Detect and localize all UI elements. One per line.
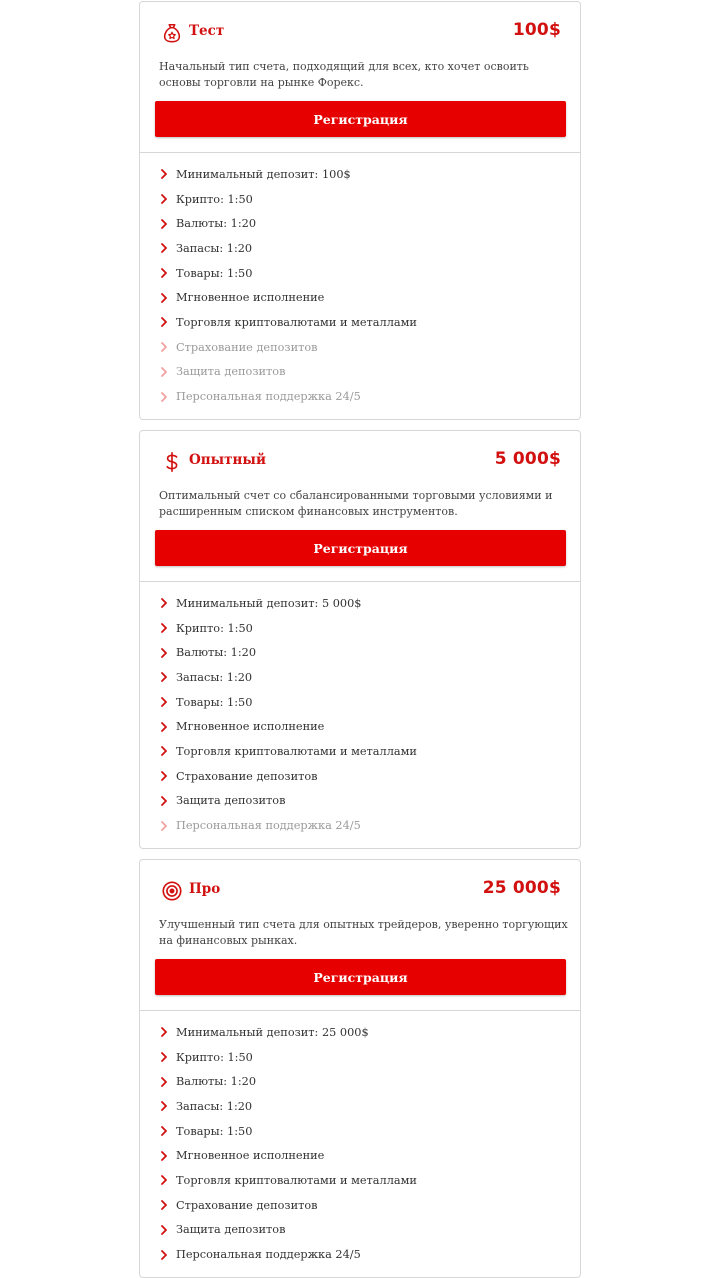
- feature-item: [160, 690, 580, 715]
- feature-item: [160, 789, 580, 814]
- chevron-right-icon: [160, 1175, 168, 1185]
- feature-item: [160, 739, 580, 764]
- feature-label: Мгновенное исполнение: [176, 291, 325, 305]
- feature-item: [160, 1143, 580, 1168]
- plan-description: Начальный тип счета, подходящий для всех, кто хочет освоить основы торговли на рынке Форекс.: [159, 60, 529, 89]
- feature-label: Персональная поддержка 24/5: [176, 390, 361, 404]
- feature-item: [160, 310, 580, 335]
- feature-label: Торговля криптовалютами и металлами: [176, 1173, 417, 1187]
- plan-card-header: [140, 431, 580, 582]
- plan-description: Улучшенный тип счета для опытных трейдеров, уверенно торгующих на финансовых рынках.: [159, 918, 568, 947]
- chevron-right-icon: [160, 821, 168, 831]
- feature-label: Минимальный депозит: 25 000$: [176, 1025, 369, 1039]
- plan-card-header: [140, 2, 580, 153]
- feature-label: Персональная поддержка 24/5: [176, 819, 361, 833]
- feature-list: [140, 582, 580, 848]
- feature-label: Страхование депозитов: [176, 340, 318, 354]
- feature-label: Крипто: 1:50: [176, 1050, 253, 1064]
- register-button[interactable]: Регистрация: [155, 101, 566, 137]
- chevron-right-icon: [160, 1077, 168, 1087]
- feature-item: [160, 1218, 580, 1243]
- chevron-right-icon: [160, 268, 168, 278]
- plan-card-pro: [139, 859, 581, 1278]
- feature-label: Мгновенное исполнение: [176, 1149, 325, 1163]
- feature-item: [160, 1242, 580, 1267]
- feature-label: Страхование депозитов: [176, 1198, 318, 1212]
- feature-item: [160, 1168, 580, 1193]
- plan-card-experienced: [139, 430, 581, 849]
- feature-item: [160, 1119, 580, 1144]
- plan-title: Про: [189, 881, 221, 897]
- feature-item: [160, 384, 580, 409]
- feature-label: Валюты: 1:20: [176, 217, 257, 231]
- plan-price: 5 000$: [494, 449, 561, 469]
- feature-label: Крипто: 1:50: [176, 192, 253, 206]
- feature-list: [140, 1011, 580, 1277]
- feature-label: Товары: 1:50: [176, 695, 253, 709]
- feature-label: Торговля криптовалютами и металлами: [176, 744, 417, 758]
- feature-label: Торговля криптовалютами и металлами: [176, 315, 417, 329]
- chevron-right-icon: [160, 1151, 168, 1161]
- chevron-right-icon: [160, 771, 168, 781]
- chevron-right-icon: [160, 367, 168, 377]
- feature-label: Валюты: 1:20: [176, 646, 257, 660]
- feature-item: [160, 285, 580, 310]
- chevron-right-icon: [160, 219, 168, 229]
- chevron-right-icon: [160, 598, 168, 608]
- chevron-right-icon: [160, 243, 168, 253]
- plan-card-test: [139, 1, 581, 420]
- chevron-right-icon: [160, 672, 168, 682]
- chevron-right-icon: [160, 648, 168, 658]
- feature-label: Запасы: 1:20: [176, 241, 253, 255]
- chevron-right-icon: [160, 796, 168, 806]
- feature-label: Защита депозитов: [176, 794, 286, 808]
- feature-label: Товары: 1:50: [176, 266, 253, 280]
- feature-label: Запасы: 1:20: [176, 670, 253, 684]
- plan-card-header: [140, 860, 580, 1011]
- plan-description: Оптимальный счет со сбалансированными торговыми условиями и расширенным списком финансовых инструментов.: [159, 489, 553, 518]
- feature-label: Персональная поддержка 24/5: [176, 1248, 361, 1262]
- money-bag-icon: [161, 22, 183, 44]
- chevron-right-icon: [160, 1101, 168, 1111]
- feature-item: [160, 714, 580, 739]
- chevron-right-icon: [160, 1225, 168, 1235]
- feature-label: Защита депозитов: [176, 365, 286, 379]
- chevron-right-icon: [160, 1200, 168, 1210]
- feature-label: Страхование депозитов: [176, 769, 318, 783]
- feature-label: Валюты: 1:20: [176, 1075, 257, 1089]
- register-button[interactable]: Регистрация: [155, 530, 566, 566]
- chevron-right-icon: [160, 697, 168, 707]
- target-icon: [161, 880, 183, 902]
- feature-item: [160, 1094, 580, 1119]
- chevron-right-icon: [160, 1126, 168, 1136]
- chevron-right-icon: [160, 1027, 168, 1037]
- feature-item: [160, 360, 580, 385]
- plan-title: Опытный: [189, 452, 266, 468]
- feature-item: [160, 591, 580, 616]
- feature-item: [160, 616, 580, 641]
- dollar-icon: [161, 451, 183, 473]
- chevron-right-icon: [160, 1052, 168, 1062]
- chevron-right-icon: [160, 623, 168, 633]
- feature-list: [140, 153, 580, 419]
- feature-label: Товары: 1:50: [176, 1124, 253, 1138]
- feature-item: [160, 1193, 580, 1218]
- feature-item: [160, 813, 580, 838]
- plan-price: 25 000$: [482, 878, 561, 898]
- register-button[interactable]: Регистрация: [155, 959, 566, 995]
- feature-item: [160, 261, 580, 286]
- chevron-right-icon: [160, 293, 168, 303]
- feature-label: Мгновенное исполнение: [176, 720, 325, 734]
- feature-label: Защита депозитов: [176, 1223, 286, 1237]
- feature-item: [160, 211, 580, 236]
- chevron-right-icon: [160, 1250, 168, 1260]
- feature-label: Минимальный депозит: 100$: [176, 167, 351, 181]
- feature-label: Крипто: 1:50: [176, 621, 253, 635]
- feature-item: [160, 640, 580, 665]
- feature-item: [160, 1020, 580, 1045]
- feature-item: [160, 1045, 580, 1070]
- feature-item: [160, 236, 580, 261]
- feature-item: [160, 764, 580, 789]
- feature-item: [160, 1069, 580, 1094]
- chevron-right-icon: [160, 194, 168, 204]
- feature-item: [160, 162, 580, 187]
- chevron-right-icon: [160, 317, 168, 327]
- feature-item: [160, 665, 580, 690]
- chevron-right-icon: [160, 342, 168, 352]
- feature-label: Минимальный депозит: 5 000$: [176, 596, 362, 610]
- plan-price: 100$: [512, 20, 561, 40]
- feature-item: [160, 335, 580, 360]
- chevron-right-icon: [160, 746, 168, 756]
- chevron-right-icon: [160, 169, 168, 179]
- chevron-right-icon: [160, 722, 168, 732]
- chevron-right-icon: [160, 392, 168, 402]
- plan-title: Тест: [189, 23, 225, 39]
- feature-item: [160, 187, 580, 212]
- feature-label: Запасы: 1:20: [176, 1099, 253, 1113]
